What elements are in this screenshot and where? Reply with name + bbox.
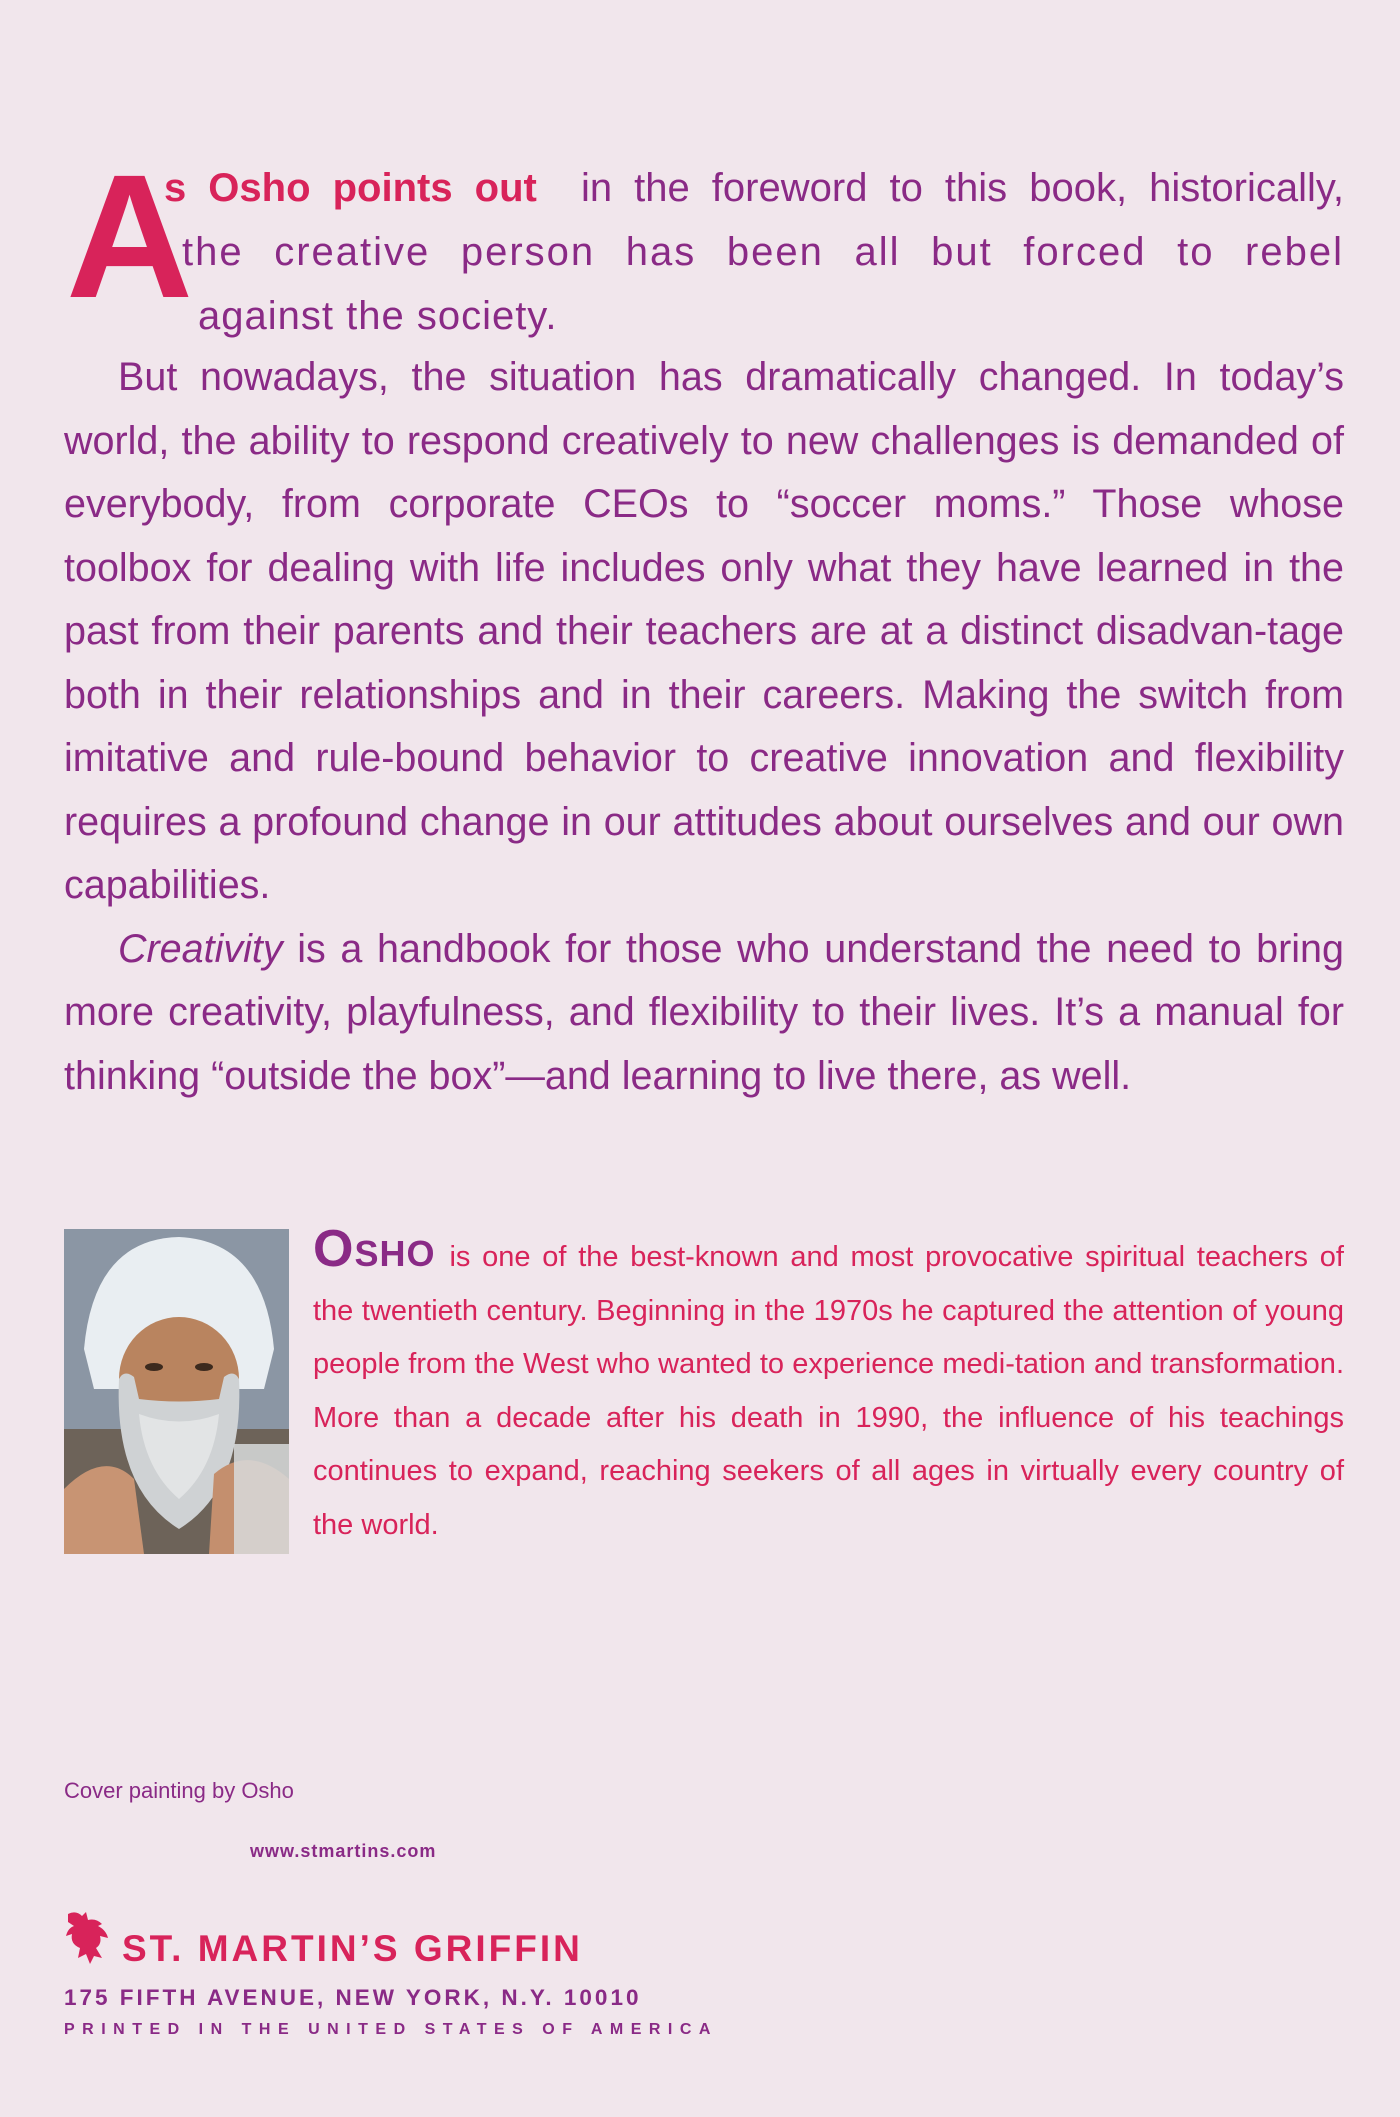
blurb-intro — [64, 139, 1344, 352]
intro-line-3: against the society. — [198, 294, 558, 338]
printed-in: PRINTED IN THE UNITED STATES OF AMERICA — [64, 2021, 718, 2038]
griffin-icon — [62, 1908, 114, 1968]
paragraph-2-text: is a handbook for those who understand the need to bring more creativity, playfulness, and flexibility to their lives. It’s a manual for thinking “outside the box”—and learning to live there, as well. — [64, 926, 1344, 1098]
author-bio — [313, 1220, 1344, 1552]
blurb-paragraph-2 — [64, 918, 1344, 1109]
blurb-paragraph-1: But nowadays, the situation has dramatically changed. In today’s world, the ability to respond creatively to new challenges is demanded of everybody, from corporate CEOs to “soccer moms.” Those whose toolbox for dealing with life includes only what they have learned in the past from their parents and their teachers are at a distinct disadvan-tage both in their relationships and in their careers. Making the switch from imitative and rule-bound behavior to creative innovation and flexibility requires a profound change in our attitudes about ourselves and our own capabilities. — [64, 355, 1344, 907]
author-photo — [64, 1229, 289, 1554]
intro-line-1 — [164, 156, 1344, 220]
book-title: Creativity — [118, 926, 283, 971]
intro-line-1-text: in the foreword to this book, historically, — [580, 166, 1344, 210]
website-link[interactable]: www.stmartins.com — [250, 1841, 437, 1861]
publisher-address: 175 FIFTH AVENUE, NEW YORK, N.Y. 10010 — [64, 1985, 642, 2010]
lead-in: s Osho points out — [164, 166, 537, 210]
drop-cap: A — [66, 139, 194, 335]
cover-painting-credit: Cover painting by Osho — [64, 1778, 294, 1803]
publisher-name: ST. MARTIN’S GRIFFIN — [122, 1928, 583, 1969]
blurb — [64, 139, 1344, 1108]
author-bio-text: is one of the best-known and most provocative spiritual teachers of the twentieth century. Beginning in the 1970s he captured the attention of young people from the West who wanted to experience medi-tation and transformation. More than a decade after his death in 1990, the influence of his teachings continues to expand, reaching seekers of all ages in virtually every country of the world. — [313, 1241, 1344, 1541]
author-name: Osho — [313, 1220, 436, 1278]
author-section — [64, 1220, 1344, 1555]
intro-line-2: the creative person has been all but forced to rebel — [182, 230, 1344, 274]
